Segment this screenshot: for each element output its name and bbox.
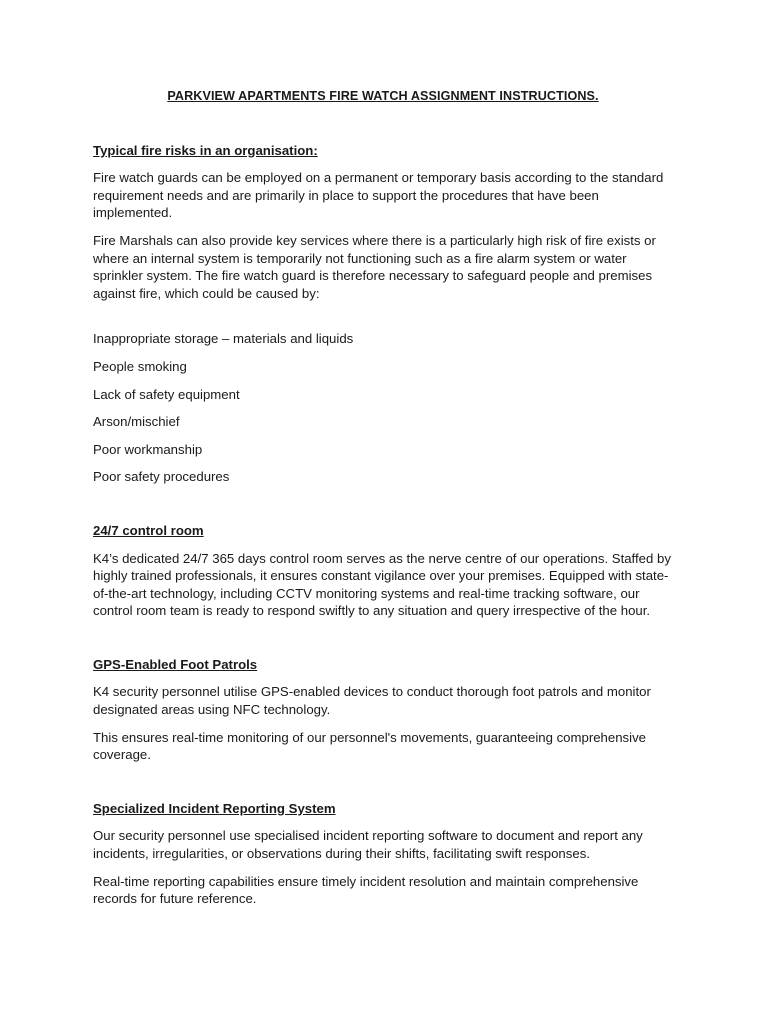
paragraph: Real-time reporting capabilities ensure timely incident resolution and maintain comprehensive records for future reference.	[93, 873, 639, 907]
paragraph: Our security personnel use specialised incident reporting software to document and report any incidents, irregularities, or observations during their shifts, facilitating swift responses.	[93, 828, 643, 862]
list-item: People smoking	[93, 358, 187, 374]
paragraph: Fire Marshals can also provide key services where there is a particularly high risk of fire exists or where an internal system is temporarily not functioning such as a fire alarm system or water sprinkler system. The fire watch guard is therefore necessary to safeguard people and premises against fire, which could be caused by:	[93, 232, 656, 301]
section-heading: Typical fire risks in an organisation:	[93, 142, 318, 158]
section-gps-patrols	[93, 656, 673, 764]
list-item: Poor safety procedures	[93, 469, 230, 485]
section-fire-risks	[93, 142, 673, 486]
paragraph: This ensures real-time monitoring of our personnel's movements, guaranteeing comprehensive coverage.	[93, 729, 647, 763]
paragraph: K4’s dedicated 24/7 365 days control room serves as the nerve centre of our operations. Staffed by highly trained professionals, it ensures constant vigilance over your premises. Equipped with state-of-the-art technology, including CCTV monitoring systems and real-time tracking software, our control room team is ready to respond swiftly to any situation and query irrespective of the hour.	[93, 550, 671, 619]
paragraph: K4 security personnel utilise GPS-enabled devices to conduct thorough foot patrols and monitor designated areas using NFC technology.	[93, 684, 651, 718]
section-heading: GPS-Enabled Foot Patrols	[93, 656, 258, 672]
fire-cause-list	[93, 330, 673, 486]
section-incident-reporting	[93, 800, 673, 908]
section-heading: 24/7 control room	[93, 522, 204, 538]
document-title: PARKVIEW APARTMENTS FIRE WATCH ASSIGNMENT INSTRUCTIONS.	[167, 89, 599, 103]
paragraph: Fire watch guards can be employed on a permanent or temporary basis according to the standard requirement needs and are primarily in place to support the procedures that have been implemented.	[93, 170, 664, 221]
section-heading: Specialized Incident Reporting System	[93, 800, 336, 816]
list-item: Lack of safety equipment	[93, 386, 240, 402]
list-item: Poor workmanship	[93, 441, 203, 457]
section-control-room	[93, 522, 673, 620]
list-item: Inappropriate storage – materials and liquids	[93, 331, 354, 347]
list-item: Arson/mischief	[93, 414, 180, 430]
document-body	[93, 88, 673, 918]
